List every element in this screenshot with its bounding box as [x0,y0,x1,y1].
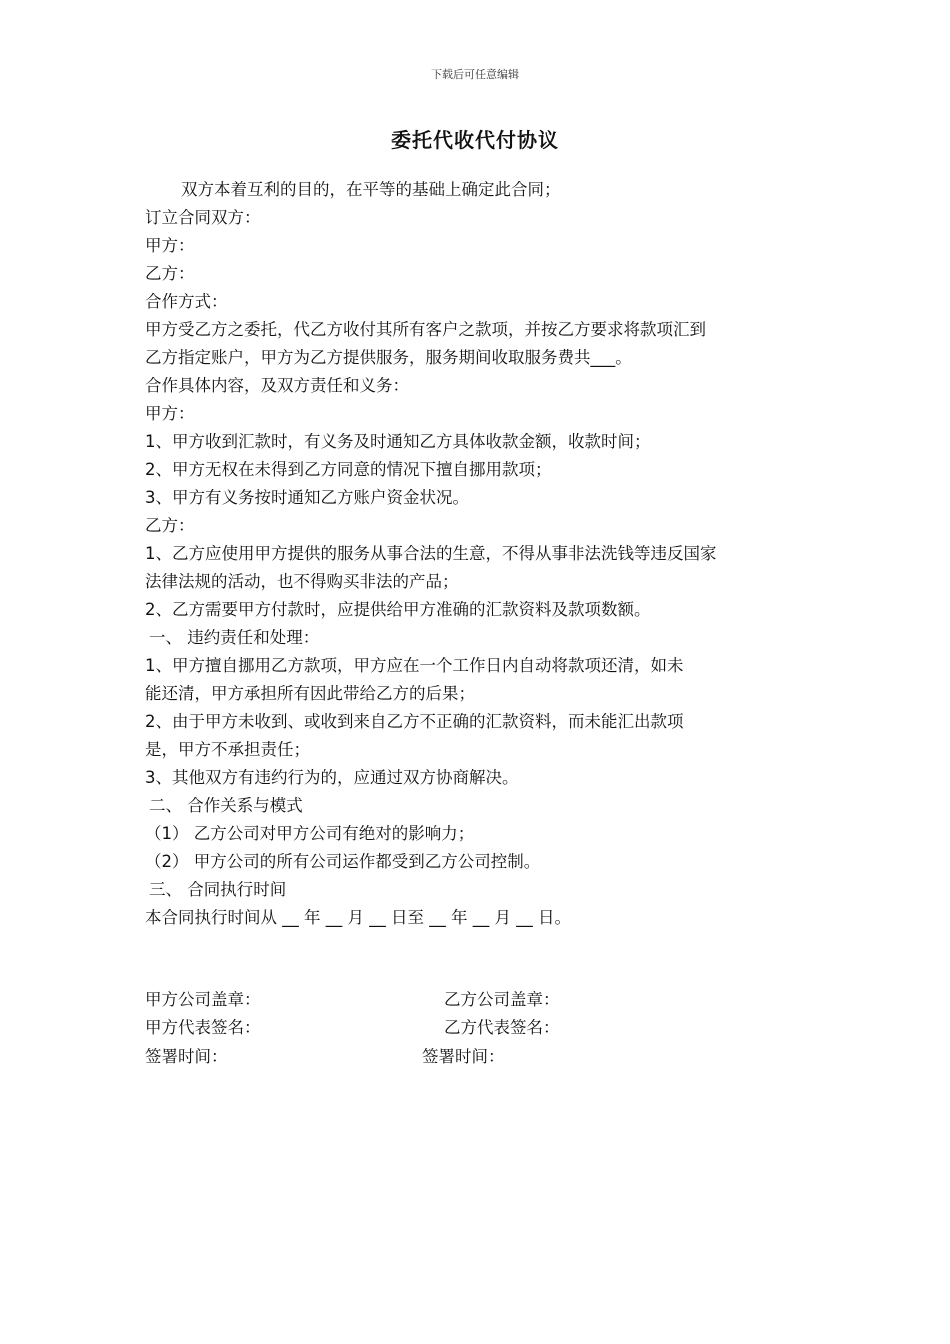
party-b-line: 乙方： [145,264,195,283]
party-b-duty: 2、乙方需要甲方付款时，应提供给甲方准确的汇款资料及款项数额。 [145,600,651,619]
party-a-duty: 3、甲方有义务按时通知乙方账户资金状况。 [145,488,469,507]
party-a-duty: 2、甲方无权在未得到乙方同意的情况下擅自挪用款项； [145,460,552,479]
breach-clause: 能还清，甲方承担所有因此带给乙方的后果； [145,684,475,703]
cooperation-text: 甲方受乙方之委托，代乙方收付其所有客户之款项，并按乙方要求将款项汇到 [145,320,706,339]
breach-clause: 2、由于甲方未收到、或收到来自乙方不正确的汇款资料，而未能汇出款项 [145,712,684,731]
section-heading-breach: 一、 违约责任和处理： [149,628,320,647]
cooperation-text: 乙方指定账户，甲方为乙方提供服务，服务期间收取服务费共___。 [145,348,632,367]
party-b-signature-label: 乙方代表签名： [444,1018,560,1037]
term-clause: 本合同执行时间从 __ 年 __ 月 __ 日至 __ 年 __ 月 __ 日。 [145,908,571,927]
party-a-seal-label: 甲方公司盖章： [145,990,261,1009]
party-b-duties-heading: 乙方： [145,516,195,535]
breach-clause: 是，甲方不承担责任； [145,740,310,759]
party-b-duty: 1、乙方应使用甲方提供的服务从事合法的生意，不得从事非法洗钱等违反国家 [145,544,717,563]
party-a-date-label: 签署时间： [145,1047,228,1066]
intro-line: 双方本着互利的目的，在平等的基础上确定此合同； [181,180,561,199]
party-a-duty: 1、甲方收到汇款时，有义务及时通知乙方具体收款金额，收款时间； [145,432,651,451]
party-a-signature-label: 甲方代表签名： [145,1018,261,1037]
party-a-line: 甲方： [145,236,195,255]
header-note: 下载后可任意编辑 [431,68,519,81]
parties-heading: 订立合同双方： [145,208,261,227]
section-heading-term: 三、 合同执行时间 [149,880,287,899]
party-b-seal-label: 乙方公司盖章： [444,990,560,1009]
contract-body [145,176,825,932]
duties-heading: 合作具体内容，及双方责任和义务： [145,376,409,395]
party-b-duty: 法律法规的活动，也不得购买非法的产品； [145,572,459,591]
cooperation-heading: 合作方式： [145,292,228,311]
relationship-clause: （1） 乙方公司对甲方公司有绝对的影响力； [145,824,475,843]
party-b-date-label: 签署时间： [422,1047,505,1066]
document-title: 委托代收代付协议 [391,128,559,152]
party-a-duties-heading: 甲方： [145,404,195,423]
breach-clause: 3、其他双方有违约行为的，应通过双方协商解决。 [145,768,519,787]
breach-clause: 1、甲方擅自挪用乙方款项，甲方应在一个工作日内自动将款项还清，如未 [145,656,684,675]
section-heading-relationship: 二、 合作关系与模式 [149,796,303,815]
relationship-clause: （2） 甲方公司的所有公司运作都受到乙方公司控制。 [145,852,541,871]
